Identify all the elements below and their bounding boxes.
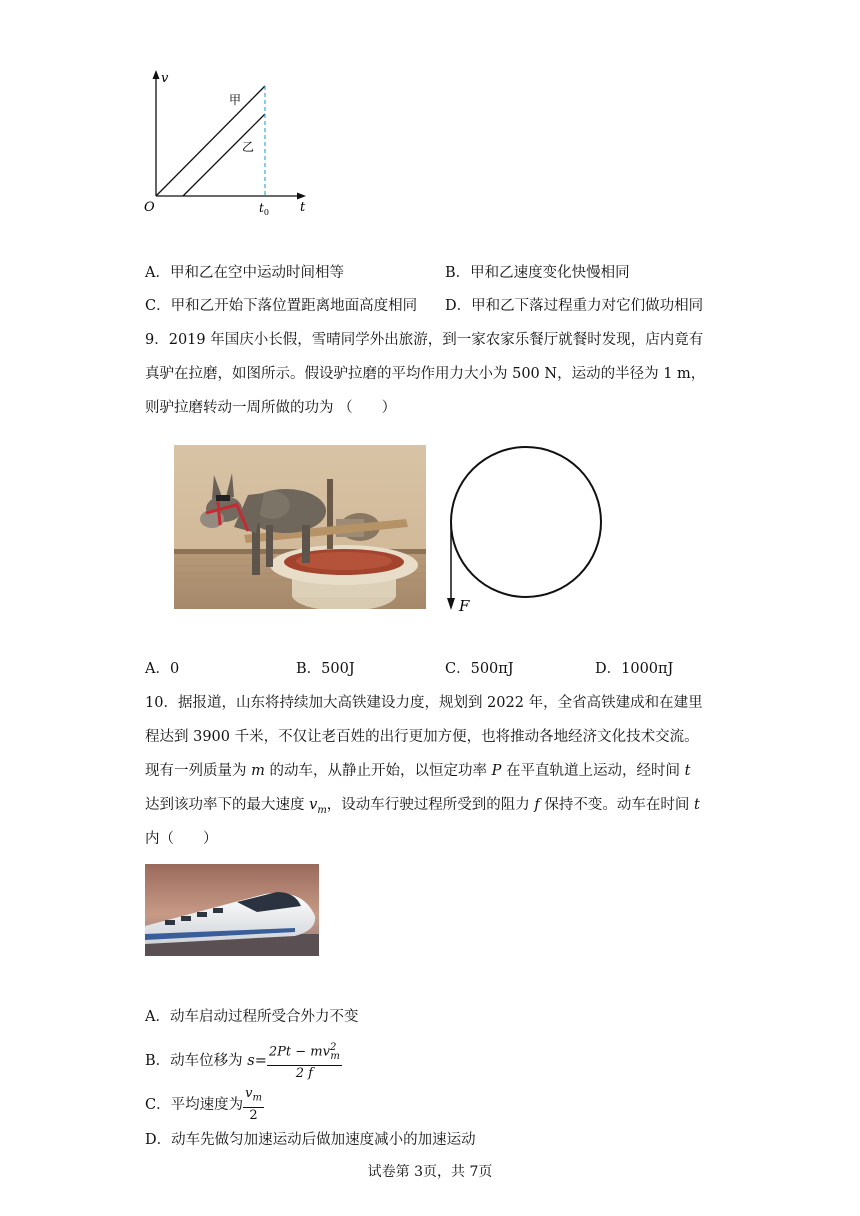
line-jia-label: 甲 [229, 93, 242, 107]
q10-option-b-fraction: $\frac{2Pt - mv^2_m}{2 f}$ [268, 1042, 340, 1081]
q8-option-b: B．甲和乙速度变化快慢相同 [445, 265, 630, 281]
q10-stem-line1: 10．据报道，山东将持续加大高铁建设力度，规划到 2022 年，全省高铁建成和在建里 [145, 695, 703, 711]
t0-label: $t_0$ [259, 201, 269, 216]
q10-stem-line3: 现有一列质量为 m 的动车，从静止开始，以恒定功率 P 在平直轨道上运动，经时间 t [145, 763, 691, 779]
q9-stem-line1: 9．2019 年国庆小长假，雪晴同学外出旅游，到一家农家乐餐厅就餐时发现，店内竟有 [145, 332, 704, 348]
y-axis-label: v [161, 71, 169, 86]
q9-option-a: A．0 [145, 661, 180, 677]
q10-stem-line4: 达到该功率下的最大速度 $v_m$，设动车行驶过程所受到的阻力 f 保持不变。动车在时间 t [145, 797, 700, 816]
page-footer: 试卷第 3页，共 7页 [367, 1164, 493, 1180]
q10-stem-line5: 内（ ） [145, 831, 218, 847]
y-axis-arrow [153, 70, 160, 79]
q10-option-c: C．平均速度为 $\frac{v_m}{2}$ [145, 1086, 262, 1123]
q10-option-c-fraction: $\frac{v_m}{2}$ [245, 1086, 262, 1123]
donkey-millstone-photo [174, 445, 426, 609]
circle-force-diagram [440, 440, 612, 622]
q9-option-b: B．500J [296, 661, 355, 677]
q8-option-d: D．甲和乙下落过程重力对它们做功相同 [445, 298, 704, 314]
q9-option-d: D．1000πJ [595, 661, 674, 677]
q8-option-a: A．甲和乙在空中运动时间相等 [145, 265, 344, 281]
q10-stem-line2: 程达到 3900 千米，不仅让老百姓的出行更加方便，也将推动各地经济文化技术交流。 [145, 729, 699, 745]
q9-stem-line2: 真驴在拉磨，如图所示。假设驴拉磨的平均作用力大小为 500 N，运动的半径为 1 m， [145, 366, 706, 382]
q10-option-b: B．动车位移为 s= $\frac{2Pt - mv^2_m}{2 f}$ [145, 1042, 340, 1081]
force-label: F [459, 597, 470, 615]
q9-stem-line3: 则驴拉磨转动一周所做的功为 （ ） [145, 400, 397, 416]
origin-label: O [144, 200, 155, 215]
high-speed-train-photo [145, 864, 319, 956]
x-axis-arrow [297, 193, 306, 200]
force-arrow-head [447, 598, 455, 610]
line-yi [183, 114, 265, 196]
circular-path [451, 447, 601, 597]
line-yi-label: 乙 [242, 140, 255, 154]
x-axis-label: t [300, 200, 306, 215]
vt-graph [138, 66, 318, 216]
q8-option-c: C．甲和乙开始下落位置距离地面高度相同 [145, 298, 418, 314]
q10-option-a: A．动车启动过程所受合外力不变 [145, 1009, 359, 1025]
q10-option-d: D．动车先做匀加速运动后做加速度减小的加速运动 [145, 1132, 476, 1148]
q9-option-c: C．500πJ [445, 661, 514, 677]
